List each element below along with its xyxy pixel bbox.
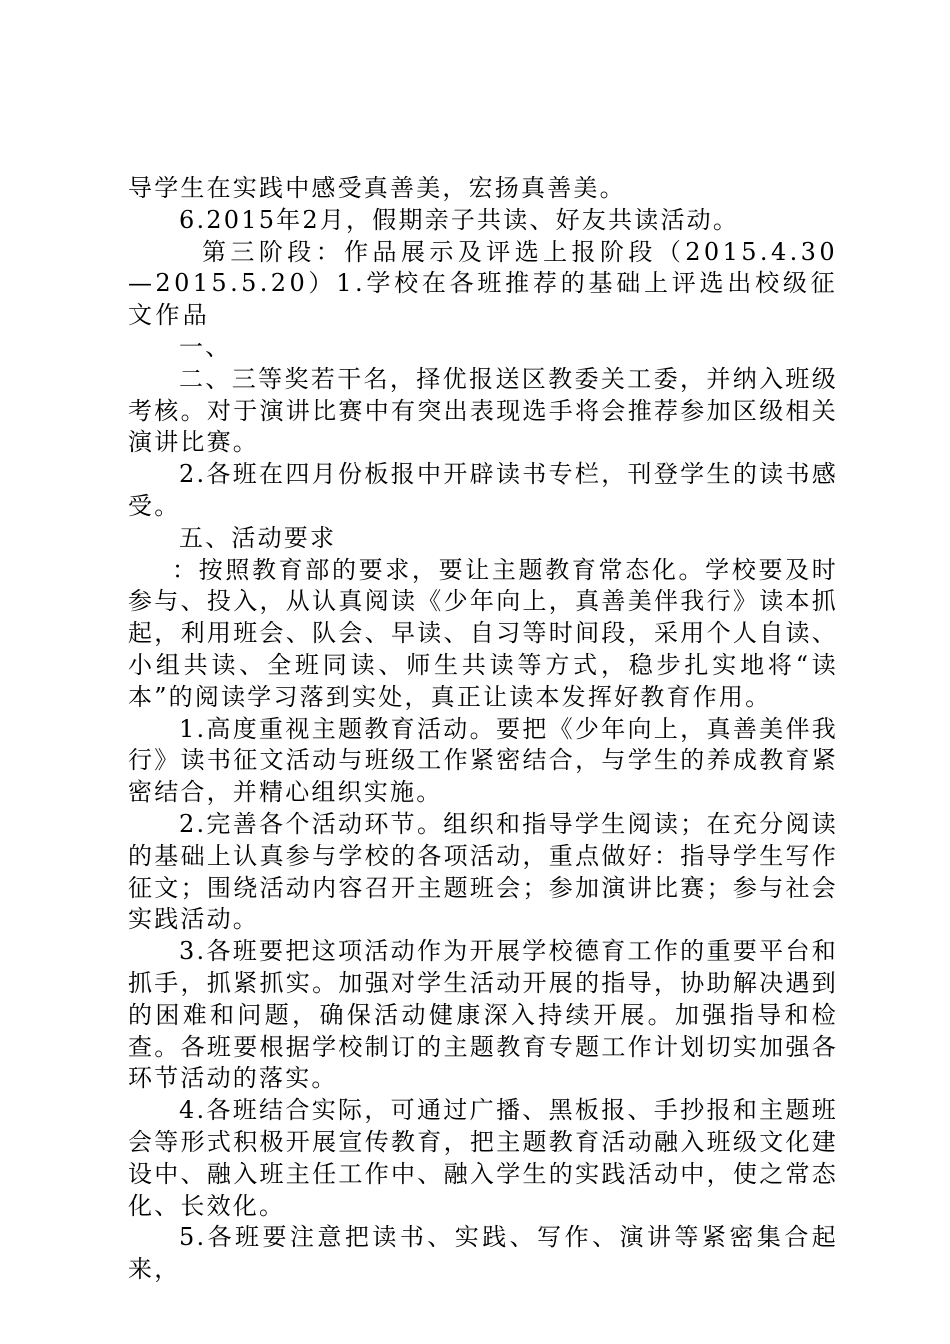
paragraph-continuation: 导学生在实践中感受真善美，宏扬真善美。 <box>128 174 626 202</box>
document-body <box>128 173 838 1286</box>
paragraph-item-6: 6.2015年2月，假期亲子共读、好友共读活动。 <box>179 205 740 234</box>
paragraph-second-third-prize: 二、三等奖若干名，择优报送区教委关工委，并纳入班级考核。对于演讲比赛中有突出表现选手将会推荐参加区级相关演讲比赛。 <box>128 364 838 457</box>
paragraph-requirements-intro: ：按照教育部的要求，要让主题教育常态化。学校要及时参与、投入，从认真阅读《少年向上，真善美伴我行》读本抓起，利用班会、队会、早读、自习等时间段，采用个人自读、小组共读、全班同读、师生共读等方式，稳步扎实地将“读本”的阅读学习落到实处，真正让读本发挥好教育作用。 <box>128 555 838 711</box>
section-heading-requirements: 五、活动要求 <box>179 523 337 552</box>
paragraph-blackboard-column: 2.各班在四月份板报中开辟读书专栏，刊登学生的读书感受。 <box>128 460 838 520</box>
paragraph-requirement-5: 5.各班要注意把读书、实践、写作、演讲等紧密集合起来， <box>128 1223 838 1284</box>
paragraph-requirement-4: 4.各班结合实际，可通过广播、黑板报、手抄报和主题班会等形式积极开展宣传教育，把主题教育活动融入班级文化建设中、融入班主任工作中、融入学生的实践活动中，使之常态化、长效化。 <box>128 1096 838 1220</box>
paragraph-requirement-1: 1.高度重视主题教育活动。要把《少年向上，真善美伴我行》读书征文活动与班级工作紧密结合，与学生的养成教育紧密结合，并精心组织实施。 <box>128 714 838 807</box>
paragraph-first-prize: 一、 <box>179 332 232 361</box>
paragraph-requirement-3: 3.各班要把这项活动作为开展学校德育工作的重要平台和抓手，抓紧抓实。加强对学生活动开展的指导，协助解决遇到的困难和问题，确保活动健康深入持续开展。加强指导和检查。各班要根据学校制订的主题教育专题工作计划切实加强各环节活动的落实。 <box>128 937 838 1093</box>
paragraph-requirement-2: 2.完善各个活动环节。组织和指导学生阅读；在充分阅读的基础上认真参与学校的各项活动，重点做好：指导学生写作征文；围绕活动内容召开主题班会；参加演讲比赛；参与社会实践活动。 <box>128 809 838 934</box>
paragraph-stage-three: 第三阶段：作品展示及评选上报阶段（2015.4.30—2015.5.20）1.学校在各班推荐的基础上评选出校级征文作品 <box>128 237 838 330</box>
